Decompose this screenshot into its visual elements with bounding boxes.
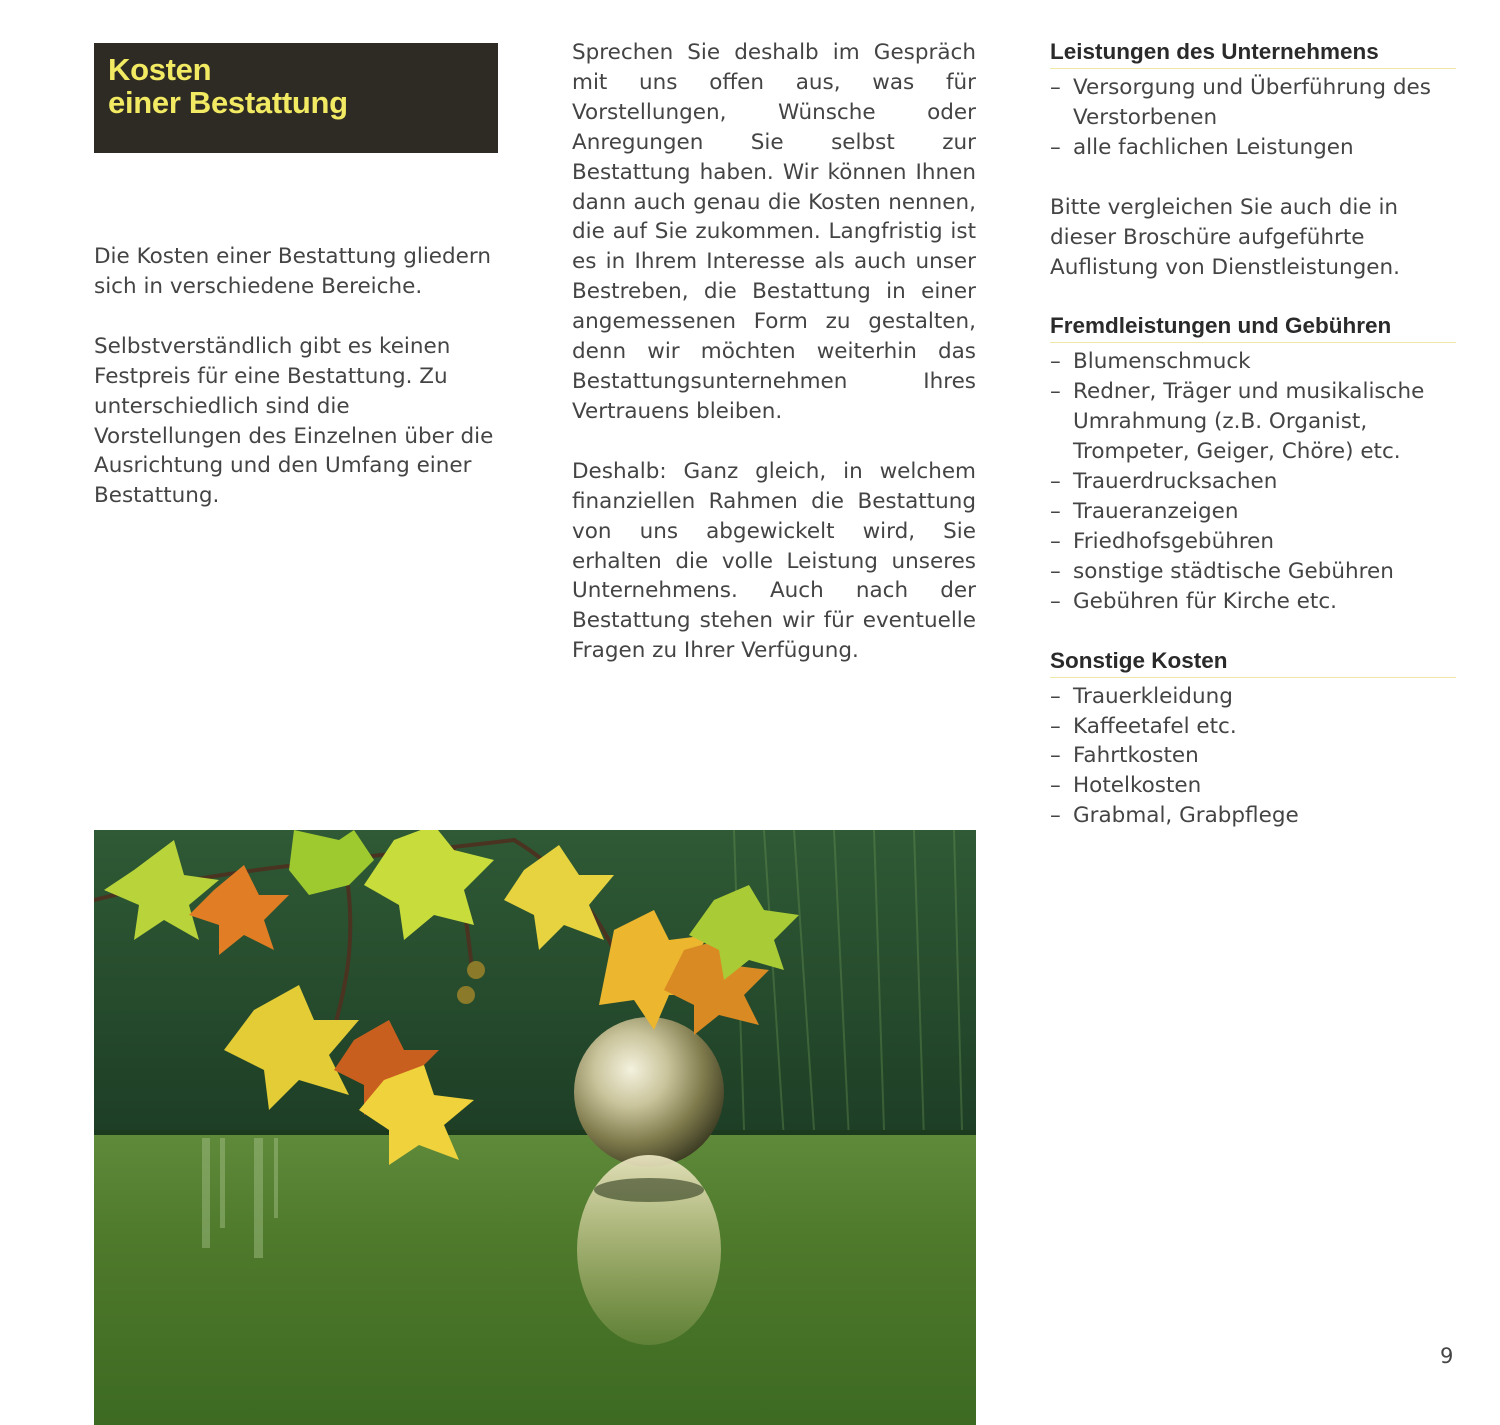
photo-leaves-sphere-pond — [94, 830, 976, 1425]
list-item: – Grabmal, Grabpflege — [1050, 801, 1456, 831]
heading-leistungen: Leistungen des Unternehmens — [1050, 38, 1456, 69]
page-title — [94, 43, 498, 153]
list-item: – Traueranzeigen — [1050, 497, 1456, 527]
body-paragraph-1: Sprechen Sie deshalb im Gespräch mit uns offen aus, was für Vorstellungen, Wünsche oder Anregungen Sie selbst zur Bestattung haben. Wir können Ihnen dann auch genau die Kosten nennen, die auf Sie zukommen. Langfristig ist es in Ihrem Interesse als auch unser Bestreben, die Bestattung in einer angemessenen Form zu gestalten, denn wir möchten weiterhin das Bestattungsunternehmen Ihres Vertrauens bleiben. — [572, 40, 976, 424]
heading-sonstige-kosten: Sonstige Kosten — [1050, 647, 1456, 678]
title-line-1: Kosten — [108, 52, 212, 87]
intro-paragraph-1: Die Kosten einer Bestattung gliedern sich in verschiedene Bereiche. — [94, 244, 491, 299]
list-item: – Fahrtkosten — [1050, 741, 1456, 771]
list-item: – Gebühren für Kirche etc. — [1050, 587, 1456, 617]
comparison-note: Bitte vergleichen Sie auch die in dieser Broschüre aufgeführte Auflistung von Dienstleistungen. — [1050, 194, 1400, 280]
list-item: – Friedhofsgebühren — [1050, 527, 1456, 557]
body-paragraph-2: Deshalb: Ganz gleich, in welchem finanziellen Rahmen die Bestattung von uns abgewickelt wird, Sie erhalten die volle Leistung unseres Unternehmens. Auch nach der Bestattung stehen wir für eventuelle Fragen zu Ihrer Verfügung. — [572, 458, 976, 664]
list-item: – Hotelkosten — [1050, 771, 1456, 801]
column-cost-lists — [1050, 38, 1456, 831]
list-item: – Trauerdrucksachen — [1050, 467, 1456, 497]
list-fremdleistungen — [1050, 347, 1456, 616]
list-item: – sonstige städtische Gebühren — [1050, 557, 1456, 587]
list-item: – Kaffeetafel etc. — [1050, 712, 1456, 742]
list-sonstige-kosten — [1050, 682, 1456, 832]
heading-fremdleistungen: Fremdleistungen und Gebühren — [1050, 312, 1456, 343]
page-number: 9 — [1440, 1344, 1454, 1368]
title-line-2: einer Bestattung — [108, 85, 348, 120]
column-body — [572, 38, 976, 666]
list-item: – Versorgung und Überführung des Verstorbenen — [1050, 73, 1456, 133]
list-item: – Trauerkleidung — [1050, 682, 1456, 712]
list-item: – alle fachlichen Leistungen — [1050, 133, 1456, 163]
list-item: – Blumenschmuck — [1050, 347, 1456, 377]
list-item: – Redner, Träger und musikalische Umrahmung (z.B. Organist, Trompeter, Geiger, Chöre) etc. — [1050, 377, 1456, 467]
column-intro — [94, 242, 498, 511]
list-leistungen — [1050, 73, 1456, 163]
intro-paragraph-2: Selbstverständlich gibt es keinen Festpreis für eine Bestattung. Zu unterschiedlich sind die Vorstellungen des Einzelnen über die Ausrichtung und den Umfang einer Bestattung. — [94, 333, 494, 509]
